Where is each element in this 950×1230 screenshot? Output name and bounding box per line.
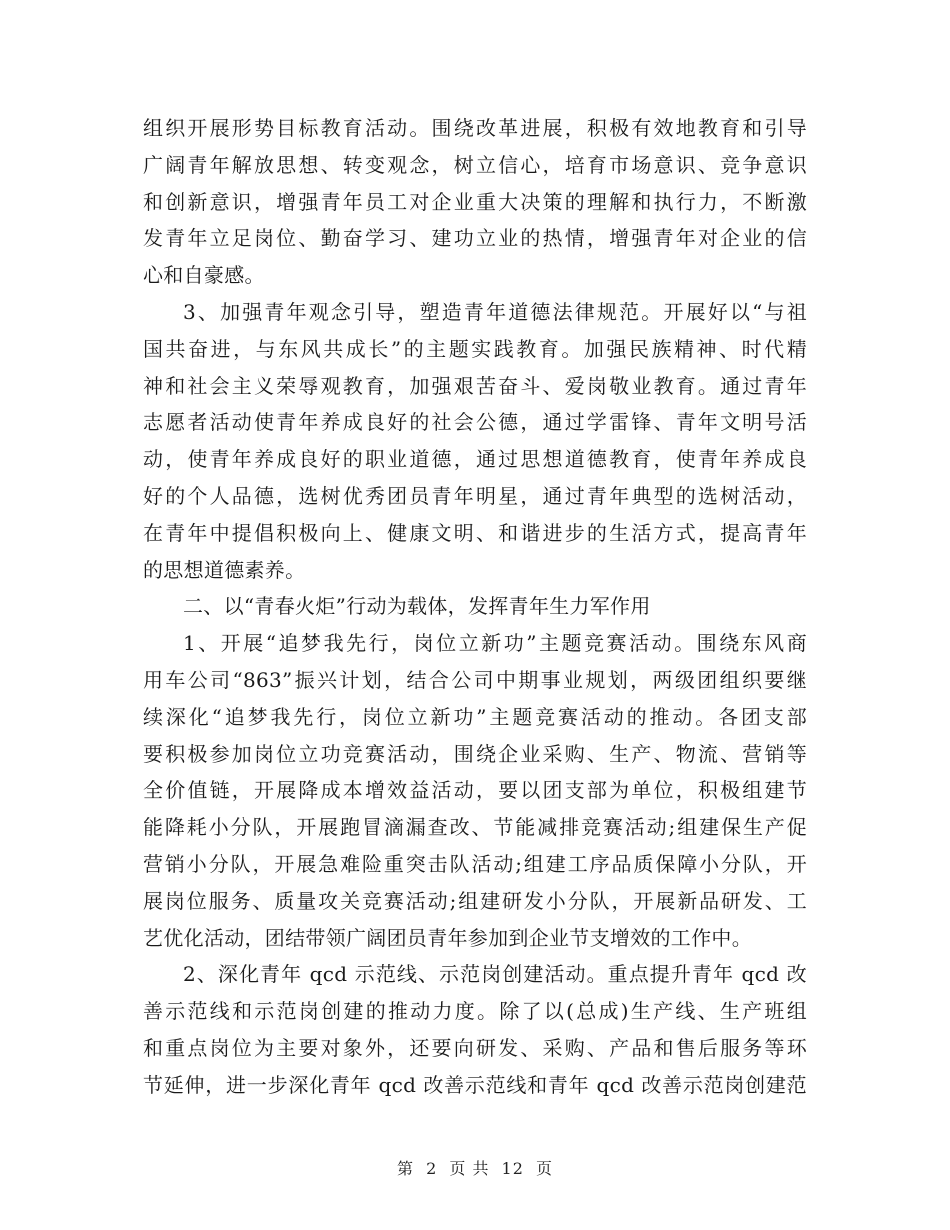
text-line: 3、加强青年观念引导，塑造青年道德法律规范。开展好以“与祖 (183, 299, 807, 324)
heading-line: 二、以“青春火炬”行动为载体，发挥青年生力军作用 (183, 594, 651, 619)
text-line: 用车公司“863”振兴计划，结合公司中期事业规划，两级团组织要继 (143, 667, 807, 692)
text-line: 志愿者活动使青年养成良好的社会公德，通过学雷锋、青年文明号活 (143, 410, 807, 435)
paragraph-4 (143, 956, 807, 1103)
paragraph-2 (143, 294, 807, 588)
text-line: 广阔青年解放思想、转变观念，树立信心，培育市场意识、竞争意识 (143, 152, 807, 177)
text-line: 动，使青年养成良好的职业道德，通过思想道德教育，使青年养成良 (143, 447, 807, 472)
footer-suffix: 页 (536, 1159, 554, 1178)
text-line: 在青年中提倡积极向上、健康文明、和谐进步的生活方式，提高青年 (143, 520, 807, 545)
text-line: 节延伸，进一步深化青年 qcd 改善示范线和青年 qcd 改善示范岗创建范 (143, 1072, 807, 1097)
text-line: 艺优化活动，团结带领广阔团员青年参加到企业节支增效的工作中。 (143, 925, 752, 950)
paragraph-1 (143, 110, 807, 294)
text-line: 的思想道德素养。 (143, 557, 306, 582)
text-line: 要积极参加岗位立功竞赛活动，围绕企业采购、生产、物流、营销等 (143, 741, 807, 766)
text-line: 和创新意识，增强青年员工对企业重大决策的理解和执行力，不断激 (143, 189, 807, 214)
document-body (143, 110, 807, 1104)
text-line: 和重点岗位为主要对象外，还要向研发、采购、产品和售后服务等环 (143, 1035, 807, 1060)
text-line: 展岗位服务、质量攻关竞赛活动;组建研发小分队，开展新品研发、工 (143, 888, 807, 913)
page-footer (0, 1156, 950, 1179)
text-line: 好的个人品德，选树优秀团员青年明星，通过青年典型的选树活动， (143, 483, 807, 508)
text-line: 营销小分队，开展急难险重突击队活动;组建工序品质保障小分队，开 (143, 851, 807, 876)
text-line: 心和自豪感。 (143, 263, 265, 288)
text-line: 能降耗小分队，开展跑冒滴漏查改、节能减排竞赛活动;组建保生产促 (143, 815, 807, 840)
text-line: 1、开展“追梦我先行，岗位立新功”主题竞赛活动。围绕东风商 (183, 631, 807, 656)
footer-middle: 页 共 (449, 1159, 490, 1178)
text-line: 发青年立足岗位、勤奋学习、建功立业的热情，增强青年对企业的信 (143, 226, 807, 251)
paragraph-3 (143, 625, 807, 956)
footer-prefix: 第 (396, 1159, 414, 1178)
text-line: 国共奋进，与东风共成长”的主题实践教育。加强民族精神、时代精 (143, 336, 807, 361)
text-line: 全价值链，开展降成本增效益活动，要以团支部为单位，积极组建节 (143, 778, 807, 803)
text-line: 2、深化青年 qcd 示范线、示范岗创建活动。重点提升青年 qcd 改 (183, 962, 807, 987)
text-line: 善示范线和示范岗创建的推动力度。除了以(总成)生产线、生产班组 (143, 999, 807, 1024)
text-line: 续深化“追梦我先行，岗位立新功”主题竞赛活动的推动。各团支部 (143, 704, 807, 729)
total-page-count: 12 (501, 1159, 524, 1178)
text-line: 神和社会主义荣辱观教育，加强艰苦奋斗、爱岗敬业教育。通过青年 (143, 373, 807, 398)
section-heading (143, 588, 807, 625)
text-line: 组织开展形势目标教育活动。围绕改革进展，积极有效地教育和引导 (143, 116, 807, 140)
current-page-number: 2 (426, 1159, 438, 1178)
